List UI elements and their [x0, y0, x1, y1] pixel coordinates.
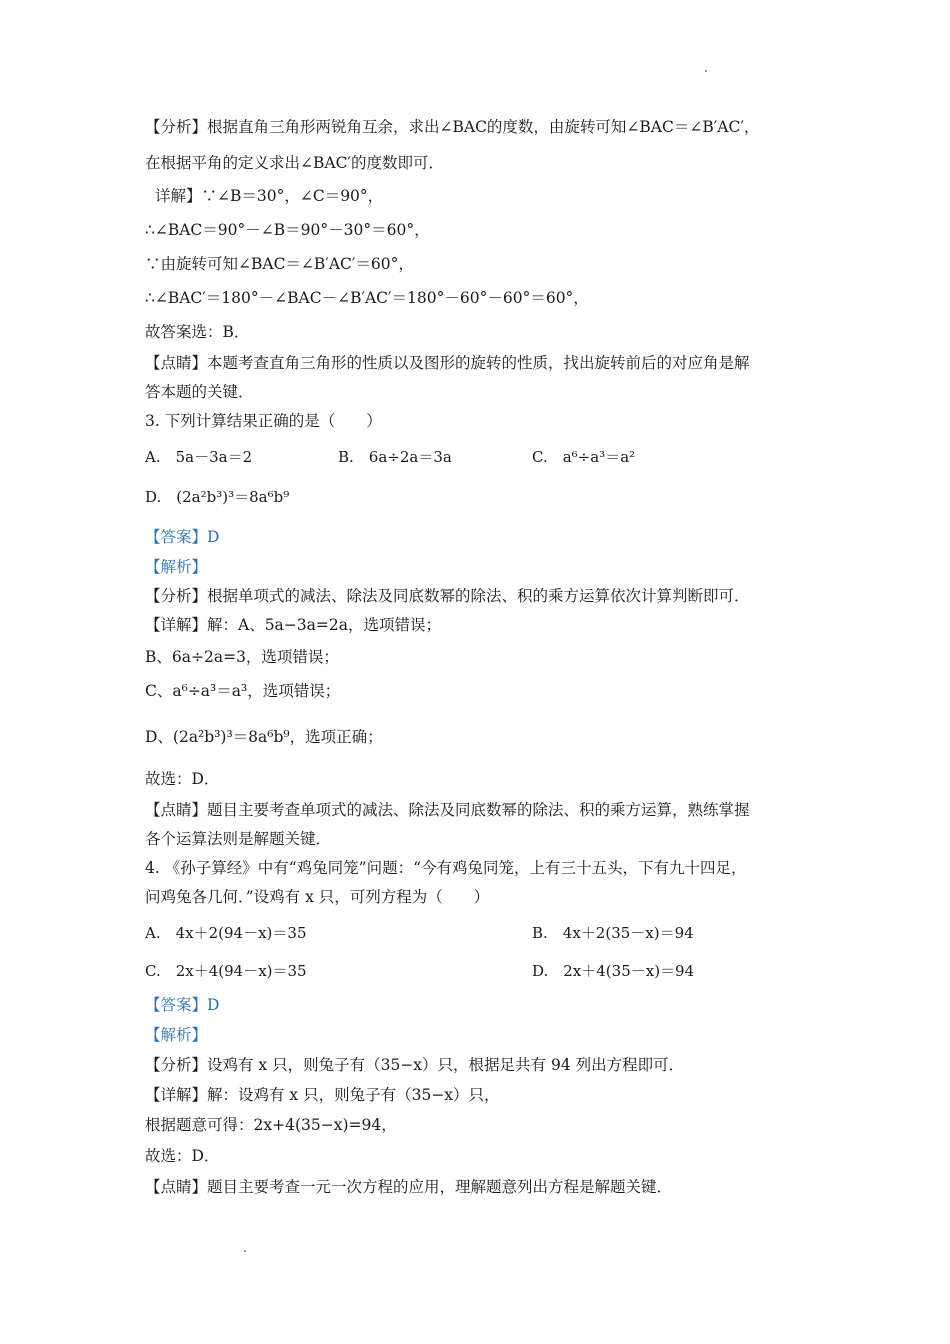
q3-comment-line2: 各个运算法则是解题关键． — [145, 830, 332, 848]
q2-comment-line1: 【点睛】本题考查直角三角形的性质以及图形的旋转的性质，找出旋转前后的对应角是解 — [145, 354, 750, 372]
q2-step-2: ∵由旋转可知∠BAC＝∠B′AC′＝60°， — [145, 255, 414, 273]
q4-analysis: 【分析】设鸡有 x 只，则兔子有（35−x）只，根据足共有 94 列出方程即可． — [145, 1056, 685, 1074]
q3-choose: 故选：D． — [145, 770, 220, 788]
q4-stem-line2: 问鸡兔各几何．”设鸡有 x 只，可列方程为（ ） — [145, 888, 490, 906]
q3-option-d: D. (2a²b³)³＝8a⁶b⁹ — [145, 488, 290, 506]
q3-option-c: C. a⁶÷a³＝a² — [532, 448, 636, 466]
q3-detail-b: B、6a÷2a=3，选项错误； — [145, 648, 339, 666]
q3-detail-a: 【详解】解：A、5a−3a=2a，选项错误； — [145, 616, 441, 634]
q3-detail-c: C、a⁶÷a³＝a³，选项错误； — [145, 682, 341, 700]
q4-stem-line1: 4. 《孙子算经》中有“鸡兔同笼”问题：“今有鸡兔同笼，上有三十五头，下有九十四足， — [145, 859, 747, 877]
q3-option-a: A. 5a－3a＝2 — [145, 448, 253, 466]
scan-dot — [244, 1250, 246, 1252]
q2-step-1: ∴∠BAC＝90°－∠B＝90°－30°＝60°， — [145, 221, 430, 239]
q4-option-a: A. 4x＋2(94－x)＝35 — [145, 924, 307, 942]
q3-explain-label: 【解析】 — [145, 558, 208, 576]
q2-analysis-line1: 【分析】根据直角三角形两锐角互余，求出∠BAC的度数，由旋转可知∠BAC＝∠B′AC′， — [145, 118, 760, 136]
q2-analysis-line2: 在根据平角的定义求出∠BAC′的度数即可． — [145, 154, 444, 172]
q4-comment: 【点睛】题目主要考查一元一次方程的应用，理解题意列出方程是解题关键． — [145, 1178, 673, 1196]
q3-analysis: 【分析】根据单项式的减法、除法及同底数幂的除法、积的乘方运算依次计算判断即可． — [145, 587, 750, 605]
q3-option-b: B. 6a÷2a＝3a — [338, 448, 452, 466]
q3-stem: 3. 下列计算结果正确的是（ ） — [145, 412, 382, 430]
q2-detail-head: 详解】∵∠B＝30°，∠C＝90°， — [155, 187, 384, 205]
q4-detail-2: 根据题意可得：2x+4(35−x)=94， — [145, 1116, 397, 1134]
q2-comment-line2: 答本题的关键． — [145, 383, 254, 401]
q4-detail-1: 【详解】解：设鸡有 x 只，则兔子有（35−x）只， — [145, 1086, 500, 1104]
q3-comment-line1: 【点睛】题目主要考查单项式的减法、除法及同底数幂的除法、积的乘方运算，熟练掌握 — [145, 801, 750, 819]
q4-answer: 【答案】D — [145, 996, 220, 1014]
q4-choose: 故选：D． — [145, 1147, 220, 1165]
q4-option-d: D. 2x＋4(35－x)＝94 — [532, 962, 695, 980]
q2-step-3: ∴∠BAC′＝180°－∠BAC－∠B′AC′＝180°－60°－60°＝60°， — [145, 289, 589, 307]
q4-option-b: B. 4x＋2(35－x)＝94 — [532, 924, 694, 942]
scan-dot — [705, 70, 707, 72]
q4-option-c: C. 2x＋4(94－x)＝35 — [145, 962, 307, 980]
q3-answer: 【答案】D — [145, 528, 220, 546]
q2-answer: 故答案选：B． — [145, 323, 250, 341]
q3-detail-d: D、(2a²b³)³＝8a⁶b⁹，选项正确； — [145, 728, 383, 746]
q4-explain-label: 【解析】 — [145, 1026, 208, 1044]
